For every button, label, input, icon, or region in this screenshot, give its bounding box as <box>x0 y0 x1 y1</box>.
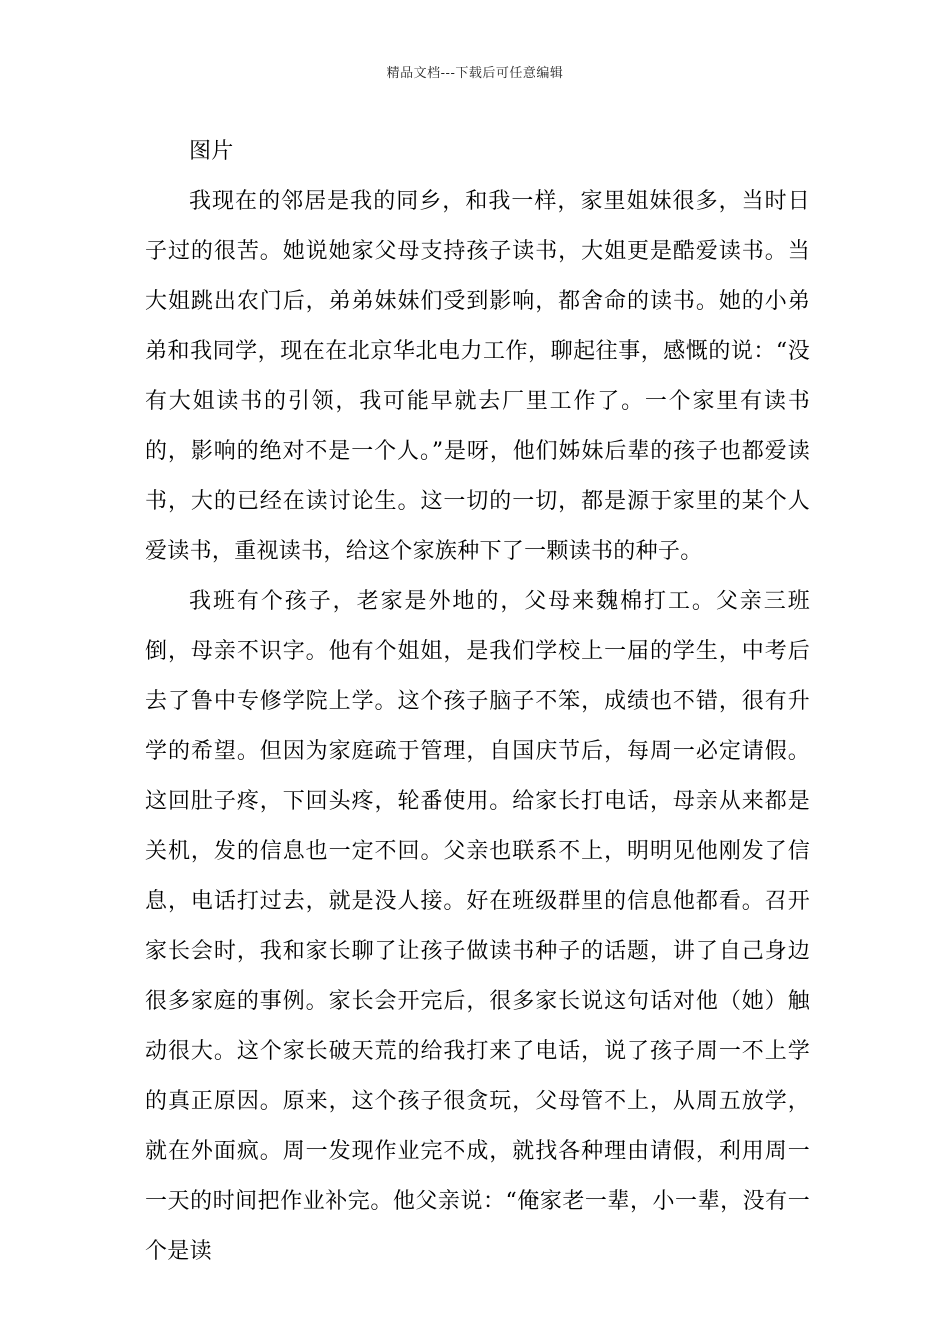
paragraph-student-story: 我班有个孩子，老家是外地的，父母来魏棉打工。父亲三班倒，母亲不识字。他有个姐姐，是我们学校上一届的学生，中考后去了鲁中专修学院上学。这个孩子脑子不笨，成绩也不错，很有升学的希望。但因为家庭疏于管理，自国庆节后，每周一必定请假。这回肚子疼，下回头疼，轮番使用。给家长打电话，母亲从来都是关机，发的信息也一定不回。父亲也联系不上，明明见他刚发了信息，电话打过去，就是没人接。好在班级群里的信息他都看。召开家长会时，我和家长聊了让孩子做读书种子的话题，讲了自己身边很多家庭的事例。家长会开完后，很多家长说这句话对他（她）触动很大。这个家长破天荒的给我打来了电话，说了孩子周一不上学的真正原因。原来，这个孩子很贪玩，父母管不上，从周五放学，就在外面疯。周一发现作业完不成，就找各种理由请假，利用周一一天的时间把作业补完。他父亲说：“俺家老一辈，小一辈，没有一个是读 <box>145 589 810 1264</box>
paragraph-neighbor-story: 我现在的邻居是我的同乡，和我一样，家里姐妹很多，当时日子过的很苦。她说她家父母支持孩子读书，大姐更是酷爱读书。当大姐跳出农门后，弟弟妹妹们受到影响，都舍命的读书。她的小弟弟和我同学，现在在北京华北电力工作，聊起往事，感慨的说：“没有大姐读书的引领，我可能早就去厂里工作了。一个家里有读书的，影响的绝对不是一个人。”是呀，他们姊妹后辈的孩子也都爱读书，大的已经在读讨论生。这一切的一切，都是源于家里的某个人爱读书，重视读书，给这个家族种下了一颗读书的种子。 <box>145 189 810 564</box>
document-body <box>145 127 810 1277</box>
page-header: 精品文档---下载后可任意编辑 <box>386 66 564 81</box>
paragraph-title: 图片 <box>189 139 234 164</box>
